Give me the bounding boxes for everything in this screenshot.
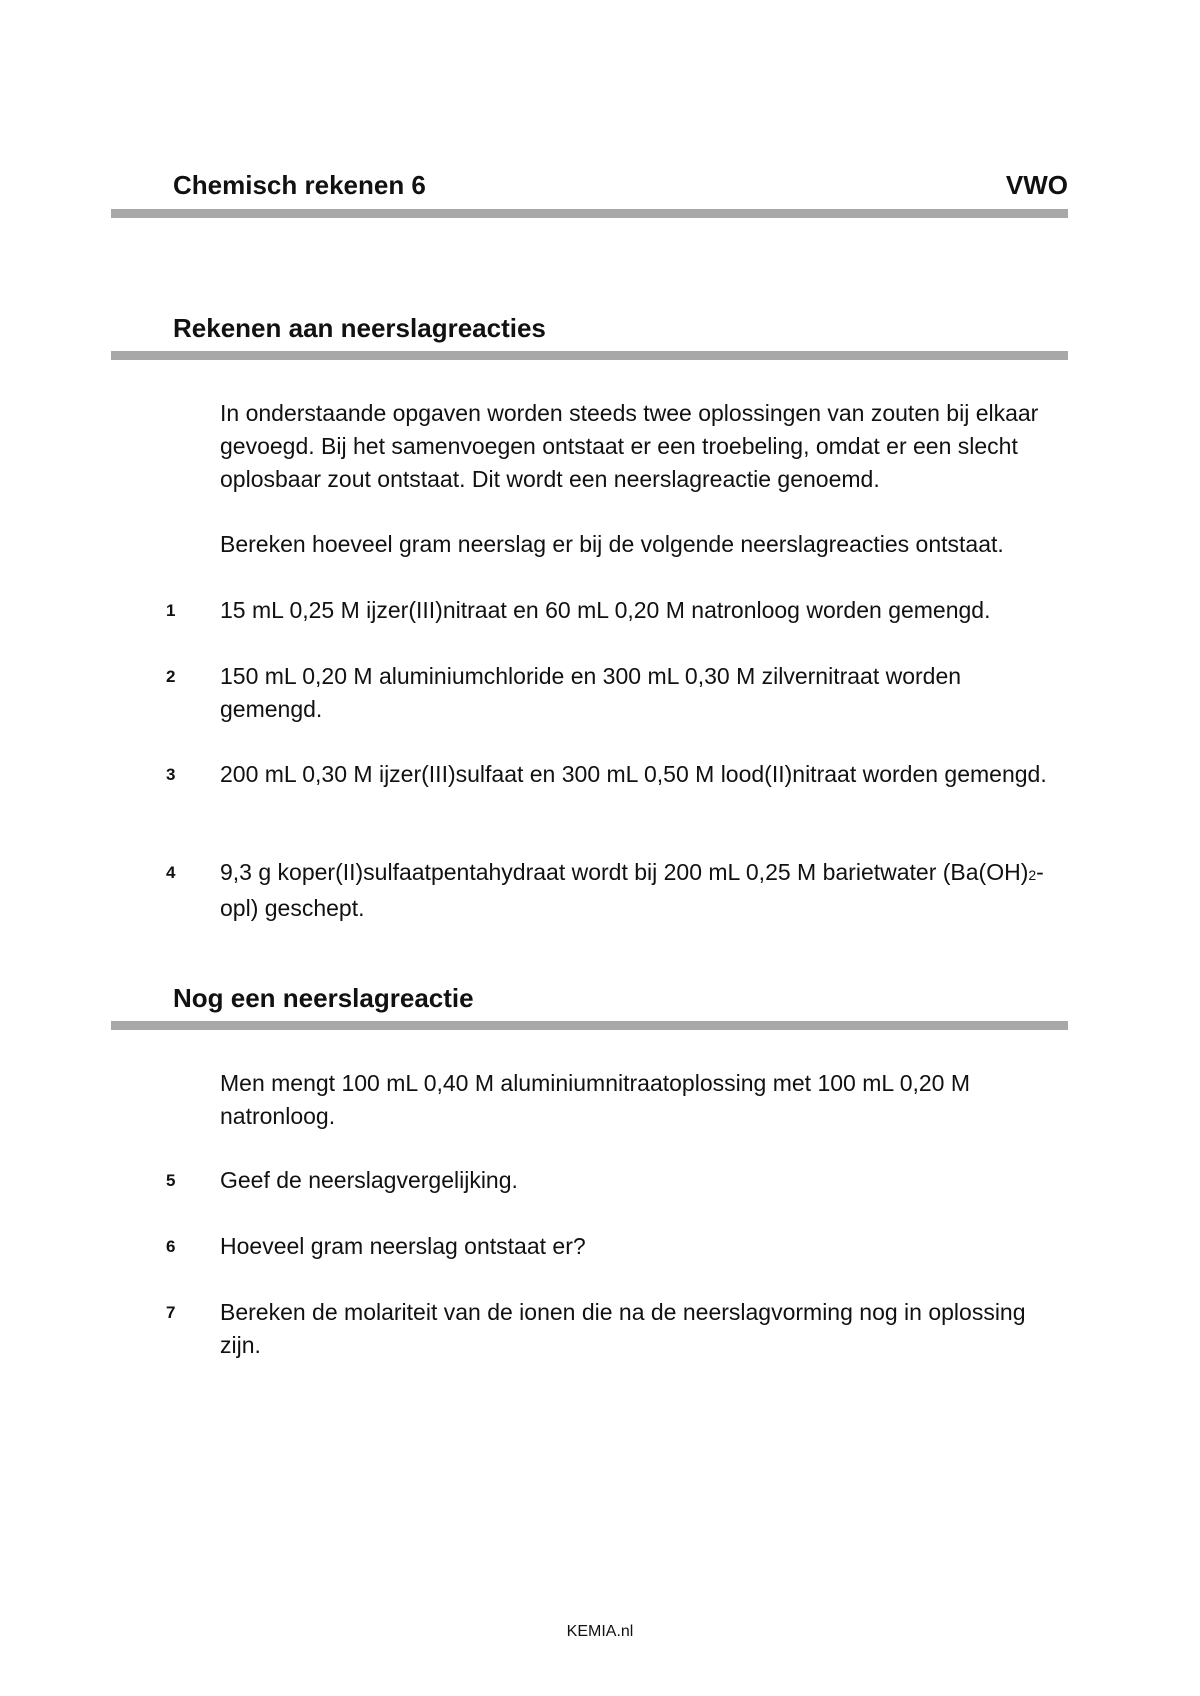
question-3-text: 200 mL 0,30 M ijzer(III)sulfaat en 300 mL 0,50 M lood(II)nitraat worden gemengd. <box>220 761 1047 787</box>
footer-brand: KEMIA.nl <box>566 1623 634 1640</box>
question-1-number: 1 <box>166 601 176 620</box>
question-4-text <box>220 856 1050 925</box>
section-2-divider <box>111 1021 1068 1030</box>
question-7-number: 7 <box>166 1303 176 1322</box>
question-2-text: 150 mL 0,20 M aluminiumchloride en 300 mL 0,30 M zilvernitraat worden gemengd. <box>220 663 962 722</box>
question-1-text: 15 mL 0,25 M ijzer(III)nitraat en 60 mL 0,20 M natronloog worden gemengd. <box>220 597 991 623</box>
section-1-title: Rekenen aan neerslagreacties <box>173 313 546 343</box>
page-title: Chemisch rekenen 6 <box>173 170 426 200</box>
question-4-number: 4 <box>166 863 176 882</box>
level-label: VWO <box>1005 170 1068 200</box>
question-2-number: 2 <box>166 667 176 686</box>
section-1-instruction: Bereken hoeveel gram neerslag er bij de volgende neerslagreacties ontstaat. <box>220 531 1004 557</box>
question-4-subscript: 2 <box>1028 867 1037 883</box>
question-4-text-before: 9,3 g koper(II)sulfaatpentahydraat wordt bij 200 mL 0,25 M barietwater (Ba(OH) <box>220 859 1029 885</box>
section-1-divider <box>111 351 1068 360</box>
question-7-text: Bereken de molariteit van de ionen die na de neerslagvorming nog in oplossing zijn. <box>220 1299 1026 1358</box>
header-divider <box>111 209 1068 218</box>
question-6-number: 6 <box>166 1237 176 1256</box>
question-6-text: Hoeveel gram neerslag ontstaat er? <box>220 1233 586 1259</box>
question-5-number: 5 <box>166 1171 176 1190</box>
section-1-intro: In onderstaande opgaven worden steeds twee oplossingen van zouten bij elkaar gevoegd. Bij het samenvoegen ontstaat er een troebeling, omdat er een slecht oplosbaar zout ontstaat. Dit wordt een neerslagreactie genoemd. <box>220 400 1039 492</box>
section-2-title: Nog een neerslagreactie <box>173 983 474 1013</box>
question-5-text: Geef de neerslagvergelijking. <box>220 1167 518 1193</box>
question-3-number: 3 <box>166 765 176 784</box>
question-4-text-after: -opl) geschept. <box>220 859 1044 921</box>
section-2-intro: Men mengt 100 mL 0,40 M aluminiumnitraatoplossing met 100 mL 0,20 M natronloog. <box>220 1070 971 1129</box>
